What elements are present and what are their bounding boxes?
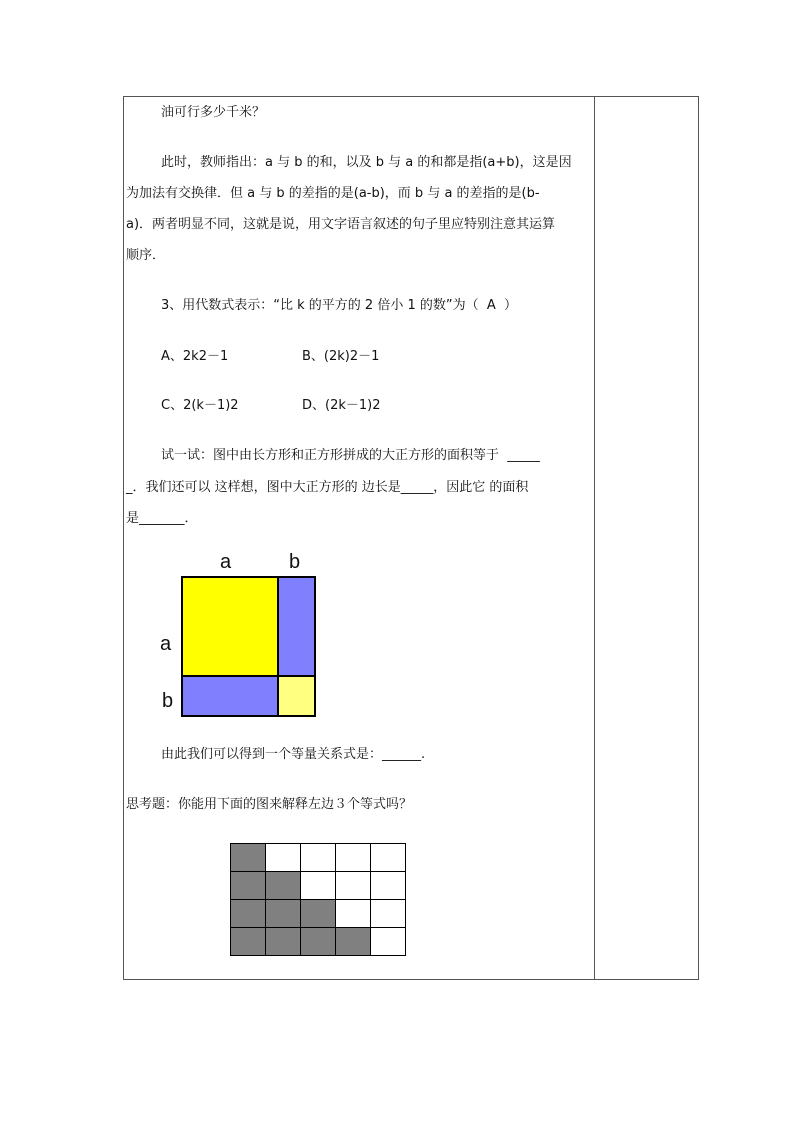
grid-cell: [230, 899, 266, 928]
option-a: A、2k2－1: [161, 349, 229, 364]
option-c: C、2(k－1)2: [161, 398, 239, 413]
text-line-4: a)．两者明显不同，这就是说，用文字语言叙述的句子里应特别注意其运算: [126, 217, 556, 232]
question-3: 3、用代数式表示：“比 k 的平方的 2 倍小 1 的数”为（ A ）: [161, 298, 518, 313]
grid-cell: [265, 899, 301, 928]
grid-cell: [335, 927, 371, 956]
grid-cell: [265, 871, 301, 900]
grid-cell: [300, 871, 336, 900]
text-line-2: 此时，教师指出：a 与 b 的和，以及 b 与 a 的和都是指(a+b)，这是因: [161, 155, 572, 170]
grid-cell: [265, 927, 301, 956]
square-b: [279, 677, 316, 717]
label-a-left: a: [160, 633, 172, 655]
relation-line: 由此我们可以得到一个等量关系式是：______.: [161, 747, 426, 762]
grid-cell: [230, 871, 266, 900]
text-line-5: 顺序．: [126, 248, 166, 263]
label-a-top: a: [220, 551, 232, 573]
try-line-3: 是_______．: [126, 511, 198, 526]
think-question: 思考题：你能用下面的图来解释左边３个等式吗？: [126, 797, 413, 812]
area-square-diagram: [150, 545, 330, 725]
grid-cell: [370, 871, 406, 900]
try-line-1: 试一试：图中由长方形和正方形拼成的大正方形的面积等于 _____: [161, 448, 540, 463]
grid-cell: [300, 927, 336, 956]
grid-cell: [335, 843, 371, 872]
try-line-2: _．我们还可以 这样想，图中大正方形的 边长是_____，因此它 的面积: [126, 480, 529, 495]
grid-cell: [370, 843, 406, 872]
grid-cell: [230, 843, 266, 872]
staircase-grid: [230, 843, 406, 955]
grid-cell: [335, 899, 371, 928]
text-line-3: 为加法有交换律．但 a 与 b 的差指的是(a-b)，而 b 与 a 的差指的是(b-: [126, 186, 540, 201]
rect-ab-bottom: [181, 677, 279, 717]
label-b-left: b: [162, 690, 174, 712]
rect-ab-right: [279, 576, 316, 677]
text-line-1: 油可行多少千米？: [161, 105, 266, 120]
grid-cell: [370, 927, 406, 956]
column-divider: [594, 96, 595, 980]
grid-cell: [265, 843, 301, 872]
grid-cell: [370, 899, 406, 928]
option-d: D、(2k－1)2: [302, 398, 381, 413]
square-a: [181, 576, 279, 677]
grid-cell: [230, 927, 266, 956]
grid-cell: [300, 899, 336, 928]
label-b-top: b: [289, 551, 301, 573]
grid-cell: [300, 843, 336, 872]
grid-cell: [335, 871, 371, 900]
option-b: B、(2k)2－1: [302, 349, 380, 364]
